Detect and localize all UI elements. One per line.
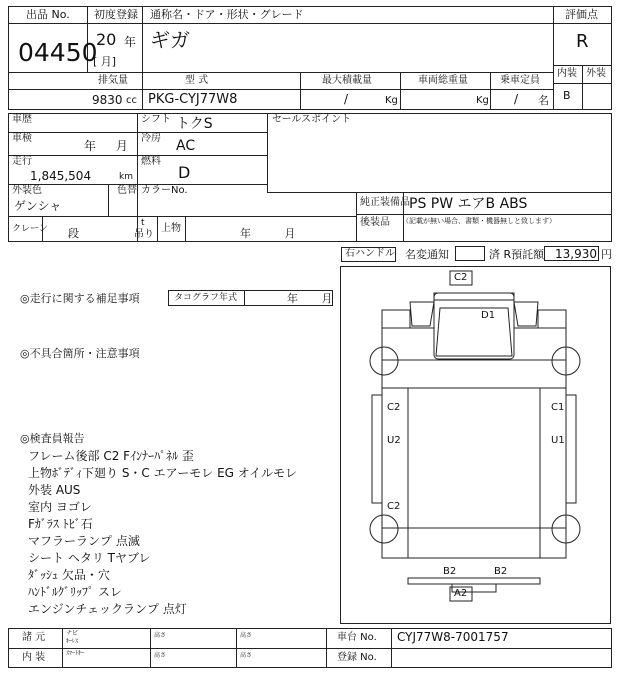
month-blank: [ 月] bbox=[93, 55, 117, 68]
keyless-label: ｷｰﾚｽ bbox=[66, 638, 79, 645]
ac-value: AC bbox=[176, 138, 196, 154]
fuel-value: D bbox=[178, 163, 191, 182]
color-no-label: カラーNo. bbox=[141, 185, 188, 196]
crane-ton: t bbox=[141, 218, 145, 228]
divider bbox=[553, 23, 612, 24]
nav-label: ナビ bbox=[66, 630, 79, 637]
height-label-3: 高さ bbox=[240, 632, 253, 639]
model-code: PKG-CYJ77W8 bbox=[148, 92, 238, 107]
smartkey-label: ｽﾏｰﾄｷｰ bbox=[66, 650, 85, 657]
capacity-label: 乗車定員 bbox=[500, 75, 540, 86]
aftermarket-label: 後装品 bbox=[360, 217, 390, 228]
right-hand-drive: 右ハンドル bbox=[345, 248, 395, 259]
list-item: Fｶﾞﾗｽ ﾄﾋﾞ石 bbox=[28, 517, 93, 531]
divider bbox=[267, 113, 268, 192]
interior-label: 内装 bbox=[557, 68, 577, 79]
tachograph-value: 年 月 bbox=[287, 292, 333, 305]
mark-a2: A2 bbox=[454, 588, 468, 599]
divider bbox=[400, 72, 401, 110]
capacity-value: / bbox=[514, 92, 519, 106]
cabin-value: 年 月 bbox=[240, 227, 296, 240]
divider bbox=[8, 155, 267, 156]
displacement-value: 9830 bbox=[92, 93, 123, 107]
divider bbox=[356, 192, 357, 242]
divider bbox=[553, 6, 554, 110]
divider bbox=[8, 23, 553, 24]
car-name: ギガ bbox=[150, 28, 190, 52]
mark-b2-left: B2 bbox=[443, 566, 457, 577]
height-label: 高さ bbox=[154, 632, 167, 639]
color-label: 外装色 bbox=[12, 185, 42, 196]
fuel-label: 燃料 bbox=[141, 156, 161, 167]
height-label-2: 高さ bbox=[154, 652, 167, 659]
registration-year: 20 bbox=[96, 30, 117, 49]
divider bbox=[142, 72, 143, 110]
inspection-label: 車検 bbox=[12, 133, 32, 144]
chassis-no: CYJ77W8-7001757 bbox=[397, 630, 509, 644]
list-item: ﾊﾝﾄﾞﾙｸﾞﾘｯﾌﾟ スレ bbox=[28, 585, 122, 599]
sales-point-label: セールスポイント bbox=[272, 114, 352, 125]
shift-value: トクS bbox=[176, 116, 213, 132]
divider bbox=[142, 6, 143, 72]
evaluation-score: R bbox=[576, 31, 589, 52]
list-item: 上物ﾎﾞﾃﾞｨ下廻り S・C エアーモレ EG オイルモレ bbox=[28, 466, 298, 480]
mark-c2-left-upper: C2 bbox=[387, 402, 401, 413]
list-item: シート ヘタリ Tヤブレ bbox=[28, 551, 151, 565]
divider bbox=[62, 628, 63, 668]
recycle-deposit-label: 済 R預託額 bbox=[489, 248, 545, 261]
registration-no-label: 登録 No. bbox=[337, 652, 377, 663]
lot-number: 04450 bbox=[18, 38, 98, 67]
model-description-label: 通称名・ドア・形状・グレード bbox=[150, 8, 304, 21]
cabin-label: 上物 bbox=[161, 223, 181, 234]
divider bbox=[267, 192, 612, 193]
mark-d1: D1 bbox=[481, 310, 496, 321]
chassis-no-label: 車台 No. bbox=[337, 632, 377, 643]
mark-u1: U1 bbox=[551, 435, 565, 446]
mark-u2: U2 bbox=[387, 435, 401, 446]
inspector-report-list bbox=[28, 447, 297, 617]
mark-c2-left-lower: C2 bbox=[387, 501, 401, 512]
exterior-label: 外装 bbox=[586, 68, 606, 79]
divider bbox=[108, 184, 109, 216]
divider bbox=[8, 216, 356, 217]
divider bbox=[244, 290, 245, 306]
inspector-report-label: ◎検査員報告 bbox=[20, 432, 85, 445]
equipment-label: 純正装備品 bbox=[360, 197, 410, 208]
displacement-label: 排気量 bbox=[98, 75, 128, 86]
shift-label: シフト bbox=[141, 114, 171, 125]
divider bbox=[8, 132, 267, 133]
lot-label: 出品 No. bbox=[26, 8, 70, 21]
divider bbox=[391, 628, 392, 668]
capacity-unit: 名 bbox=[538, 94, 549, 107]
divider bbox=[150, 628, 151, 668]
color-change-label: 色替 bbox=[117, 185, 137, 196]
divider bbox=[356, 214, 612, 215]
gross-weight-unit: Kg bbox=[476, 95, 489, 106]
defects-label: ◎不具合箇所・注意事項 bbox=[20, 347, 140, 360]
first-registration-label: 初度登録 bbox=[94, 8, 138, 21]
tachograph-label: タコグラフ年式 bbox=[174, 293, 238, 303]
specs-row-label: 諸 元 bbox=[22, 632, 46, 643]
crane-hang: 吊り bbox=[134, 229, 154, 240]
list-item: 室内 ヨゴレ bbox=[28, 500, 92, 514]
list-item: エンジンチェックランプ 点灯 bbox=[28, 602, 187, 616]
divider bbox=[300, 72, 301, 110]
year-unit: 年 bbox=[124, 35, 137, 49]
mileage-unit: km bbox=[119, 172, 133, 182]
ac-label: 冷房 bbox=[141, 133, 161, 144]
mark-b2-right: B2 bbox=[494, 566, 508, 577]
divider bbox=[8, 184, 267, 185]
list-item: フレーム後部 C2 Fｲﾝﾅｰﾊﾟﾈﾙ 歪 bbox=[28, 449, 194, 463]
yen-unit: 円 bbox=[601, 248, 612, 261]
crane-label: クレーン bbox=[12, 224, 48, 234]
gross-weight-label: 車両総重量 bbox=[418, 75, 468, 86]
divider bbox=[582, 65, 583, 110]
equipment-value: PS PW エアB ABS bbox=[409, 196, 528, 212]
divider bbox=[8, 72, 553, 73]
inspection-value: 年 月 bbox=[84, 139, 128, 153]
mileage-value: 1,845,504 bbox=[30, 169, 92, 183]
deposit-amount: 13,930 bbox=[555, 247, 597, 261]
displacement-unit: cc bbox=[126, 95, 137, 106]
mark-c1: C1 bbox=[551, 402, 565, 413]
divider bbox=[490, 72, 491, 110]
divider bbox=[236, 628, 237, 668]
interior-row-label: 内 装 bbox=[22, 652, 46, 663]
height-label-4: 高さ bbox=[240, 652, 253, 659]
name-change-notice: 名変通知 bbox=[405, 248, 449, 261]
divider bbox=[8, 648, 612, 649]
score-label: 評価点 bbox=[565, 8, 598, 21]
divider bbox=[157, 216, 158, 242]
name-change-checkbox bbox=[455, 246, 485, 261]
running-remarks-label: ◎走行に関する補足事項 bbox=[20, 292, 140, 305]
list-item: マフラーランプ 点滅 bbox=[28, 534, 140, 548]
divider bbox=[8, 89, 553, 90]
max-load-label: 最大積載量 bbox=[322, 75, 372, 86]
max-load-unit: Kg bbox=[385, 95, 398, 106]
max-load-value: / bbox=[344, 92, 349, 106]
divider bbox=[326, 628, 327, 668]
crane-stages: 段 bbox=[68, 227, 79, 240]
vehicle-diagram-frame bbox=[340, 266, 611, 624]
interior-grade: B bbox=[563, 89, 571, 102]
model-label: 型 式 bbox=[185, 75, 209, 86]
mark-c2-top: C2 bbox=[454, 272, 468, 283]
color-value: ゲンシャ bbox=[14, 199, 62, 213]
list-item: ﾀﾞｯｼｭ 欠品・穴 bbox=[28, 568, 110, 582]
list-item: 外装 AUS bbox=[28, 483, 81, 497]
history-label: 車歴 bbox=[12, 114, 32, 125]
mileage-label: 走行 bbox=[12, 156, 32, 167]
aftermarket-note: （記載が無い場合、書類・機器無しと致します） bbox=[402, 217, 556, 225]
divider bbox=[185, 216, 186, 242]
